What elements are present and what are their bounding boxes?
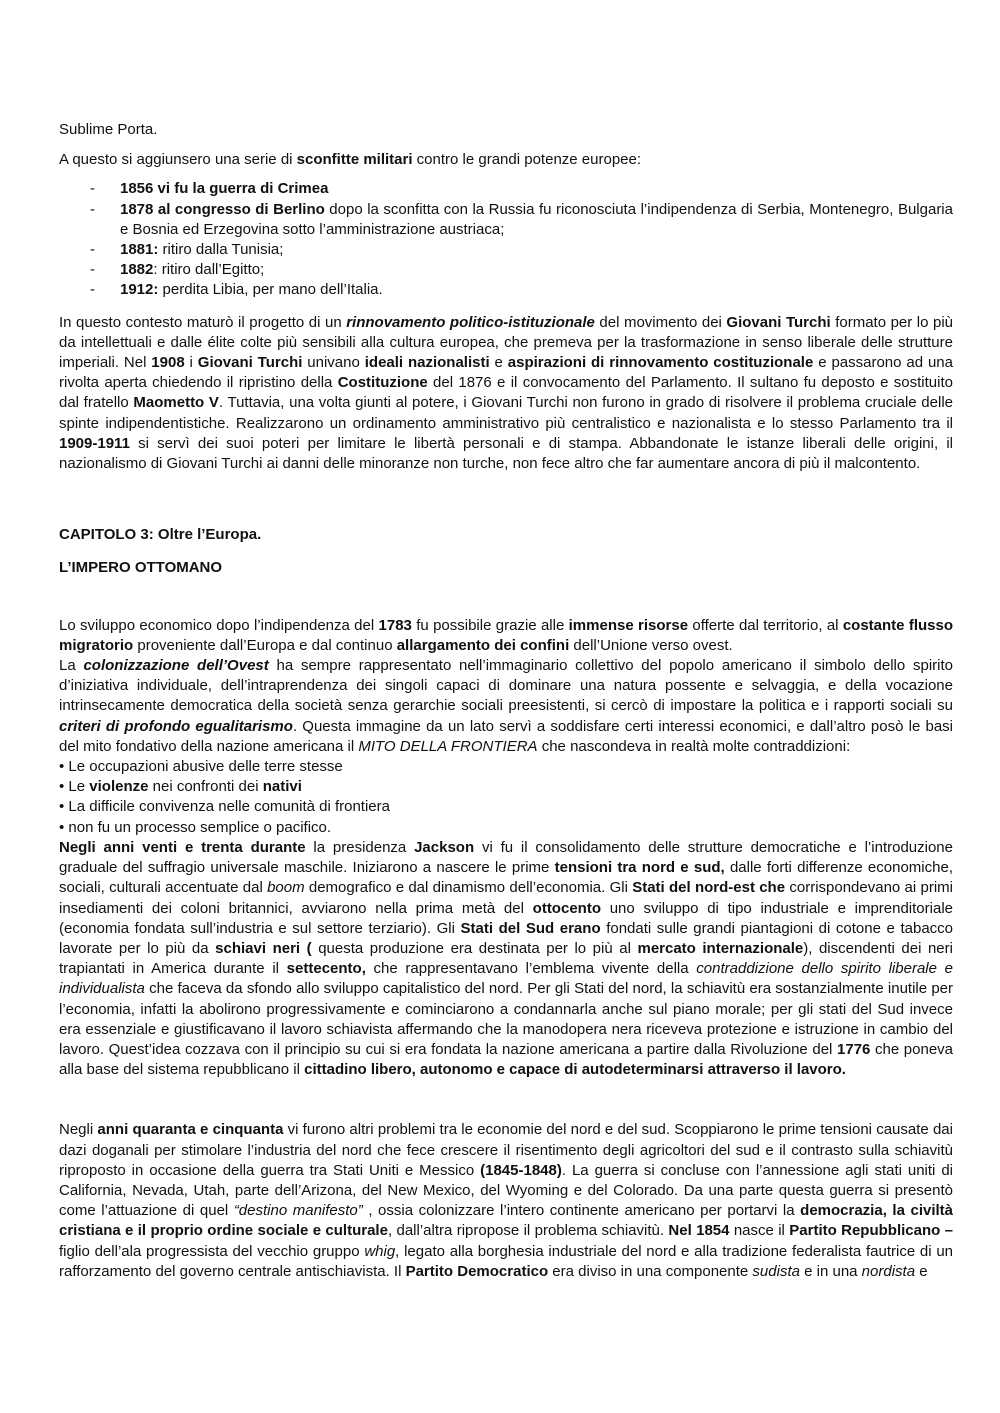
text-block-west xyxy=(59,616,953,1081)
list-item: • non fu un processo semplice o pacifico. xyxy=(59,818,953,838)
list-item: - 1878 al congresso di Berlino dopo la sconfitta con la Russia fu riconosciuta l’indipendenza di Serbia, Montenegro, Bulgaria e Bosnia ed Erzegovina sotto l’amministrazione austriaca; xyxy=(59,200,953,240)
list-item: - 1912: perdita Libia, per mano dell’Italia. xyxy=(59,280,953,300)
paragraph-forties-fifties: Negli anni quaranta e cinquanta vi furono altri problemi tra le economie del nord e del sud. Scoppiarono le prime tensioni causate dai dazi doganali per stimolare l’industria del nord che fece crescere il risentimento degli agricoltori del sud e il contrasto sulla schiavitù riproposto in occasione della guerra tra Stati Uniti e Messico (1845-1848). La guerra si concluse con l’annessione agli stati uniti di California, Nevada, Utah, parte dell’Arizona, del New Mexico, del Wyoming e del Colorado. Da una parte questa guerra si presentò come l’attuazione di quel “destino manifesto” , ossia colonizzare l’intero continente americano per portarvi la democrazia, la civiltà cristiana e il proprio ordine sociale e culturale, dall’altra ripropose il problema schiavitù. Nel 1854 nasce il Partito Repubblicano – figlio dell’ala progressista del vecchio gruppo whig, legato alla borghesia industriale del nord e alla tradizione federalista fautrice di un rafforzamento del governo centrale antischiavista. Il Partito Democratico era diviso in una componente sudista e in una nordista e xyxy=(59,1121,954,1280)
paragraph-north-south: Negli anni venti e trenta durante la presidenza Jackson vi fu il consolidamento delle strutture democratiche e l’introduzione graduale del suffragio universale maschile. Iniziarono a nascere le prime tensioni tra nord e sud, dalle forti differenze economiche, sociali, culturali accentuate dal boom demografico e dal dinamismo dell’economia. Gli Stati del nord-est che corrispondevano ai primi insediamenti dei coloni britannici, avviarono nella prima metà del ottocento uno sviluppo di tipo industriale e imprenditoriale (economia fondata sull’industria e sul settore terziario). Gli Stati del Sud erano fondati sulle grandi piantagioni di cotone e tabacco lavorate per lo più da schiavi neri ( questa produzione era destinata per lo più al mercato internazionale), discendenti dei neri trapiantati in America durante il settecento, che rappresentavano l’emblema vivente della contraddizione dello spirito liberale e individualista che faceva da sfondo allo sviluppo capitalistico del nord. Per gli Stati del nord, la schiavitù era sostanzialmente inutile per l’economia, infatti la abolirono progressivamente e cominciarono a condannarla anche sul piano morale; per gli stati del Sud invece era essenziale e giustificavano il lavoro schiavista affermando che la manodopera nera riceveva protezione e istruzione in cambio del lavoro. Quest’idea cozzava con il principio su cui si era fondata la nazione americana a partire dalla Rivoluzione del 1776 che poneva alla base del sistema repubblicano il cittadino libero, autonomo e capace di autodeterminarsi attraverso il lavoro. xyxy=(59,838,954,1079)
list-item: - 1881: ritiro dalla Tunisia; xyxy=(59,240,953,260)
paragraph-colonization-west: La colonizzazione dell’Ovest ha sempre rappresentato nell’immaginario collettivo del popolo americano il simbolo dello spirito d’iniziativa individuale, dell’intraprendenza dei singoli capaci di dominare una natura possente e selvaggia, e della vocazione intrinsecamente democratica della società senza gerarchie sociali preesistenti, si cercò di impostare la politica e i rapporti sociali su criteri di profondo egualitarismo. Questa immagine da un lato servì a soddisfare certi interessi economici, e dall’altro posò le basi del mito fondativo della nazione americana il MITO DELLA FRONTIERA che nascondeva in realtà molte contraddizioni: xyxy=(59,657,953,755)
chapter-heading: CAPITOLO 3: Oltre l’Europa. xyxy=(59,526,262,544)
intro-sentence: A questo si aggiunsero una serie di sconfitte militari contro le grandi potenze europee: xyxy=(59,151,642,169)
list-item: - 1856 vi fu la guerra di Crimea xyxy=(59,179,953,199)
contradictions-list xyxy=(59,757,953,838)
list-item: • La difficile convivenza nelle comunità di frontiera xyxy=(59,797,953,817)
paragraph-economic-development: Lo sviluppo economico dopo l’indipendenza del 1783 fu possibile grazie alle immense risorse offerte dal territorio, al costante flusso migratorio proveniente dall’Europa e dal continuo allargamento dei confini dell’Unione verso ovest. xyxy=(59,616,954,654)
defeats-list xyxy=(59,179,953,300)
list-item: • Le violenze nei confronti dei nativi xyxy=(59,777,953,797)
list-item: • Le occupazioni abusive delle terre stesse xyxy=(59,757,953,777)
list-item: - 1882: ritiro dall’Egitto; xyxy=(59,260,953,280)
paragraph-giovani-turchi: In questo contesto maturò il progetto di un rinnovamento politico-istituzionale del movimento dei Giovani Turchi formato per lo più da intellettuali e dalle élite colte più sensibili alla cultura europea, che premeva per la trasformazione in senso liberale delle strutture imperiali. Nel 1908 i Giovani Turchi univano ideali nazionalisti e aspirazioni di rinnovamento costituzionale e passarono ad una rivolta aperta chiedendo il ripristino della Costituzione del 1876 e il convocamento del Parlamento. Il sultano fu deposto e sostituito dal fratello Maometto V. Tuttavia, una volta giunti al potere, i Giovani Turchi non furono in grado di risolvere il problema cruciale delle spinte indipendentistiche. Realizzarono un ordinamento amministrativo più centralistico e nazionalista e lo stesso Parlamento tra il 1909-1911 si servì dei suoi poteri per limitare le libertà personali e di stampa. Abbandonate le istanze liberali delle origini, il nazionalismo di Giovani Turchi ai danni delle minoranze non turche, non fece altro che far aumentare ancora di più il malcontento. xyxy=(59,313,953,473)
section-heading: L’IMPERO OTTOMANO xyxy=(59,559,223,577)
intro-line: Sublime Porta. xyxy=(59,121,158,138)
